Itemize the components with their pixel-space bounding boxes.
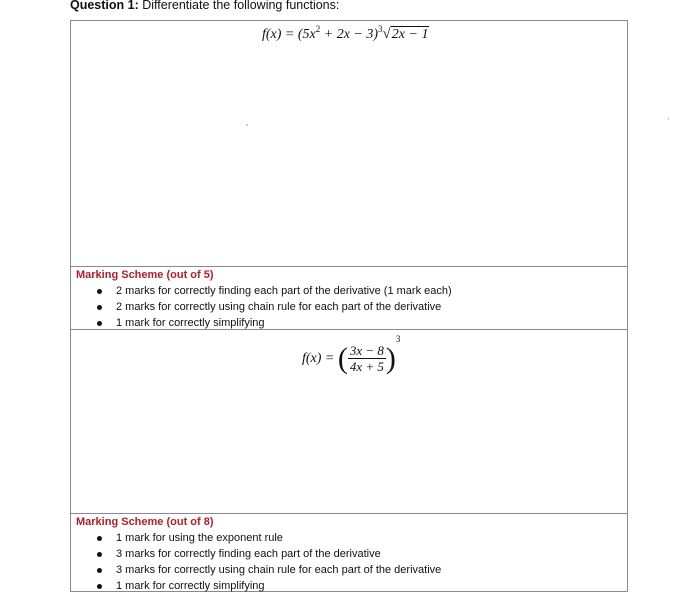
close-paren: ) [385,341,396,375]
open-paren: ( [337,341,348,375]
marking-scheme-2 [76,514,441,594]
function-1-square: 2 [315,24,321,34]
marking-scheme-2-title: Marking Scheme (out of 8) [76,516,214,528]
function-1-cube: 3 [378,24,383,34]
function-2-exponent: 3 [395,334,401,344]
list-item: 1 mark for correctly simplifying [76,578,441,594]
list-item: 3 marks for correctly using chain rule for each part of the derivative [76,562,441,578]
function-1-sqrt [383,26,430,43]
list-item: 1 mark for using the exponent rule [76,530,441,546]
list-item: 2 marks for correctly finding each part of the derivative (1 mark each) [76,283,452,299]
radical-sign: √ [382,26,391,42]
marking-scheme-2-list [76,530,441,594]
function-1 [262,24,429,43]
stray-mark-right [668,117,669,120]
list-item: 3 marks for correctly finding each part of the derivative [76,546,441,562]
function-1-name: f [262,27,266,42]
list-item: 2 marks for correctly using chain rule for each part of the derivative [76,299,452,315]
question-header [70,0,339,12]
function-2-denominator: 4x + 5 [349,359,384,375]
function-1-radicand: 2x − 1 [391,27,429,42]
marking-scheme-1-list [76,283,452,331]
function-1-terms: + 2x − 3) [320,27,379,42]
marking-scheme-1-title: Marking Scheme (out of 5) [76,269,214,281]
function-2-numerator: 3x − 8 [349,343,384,359]
marking-scheme-1 [76,267,452,331]
question-label: Question 1: [70,0,139,12]
function-1-base: (x) = (5x [265,27,316,42]
stray-mark [246,124,248,126]
function-2-fraction [348,343,386,374]
function-2 [302,334,400,374]
function-2-name: f(x) = [302,350,335,366]
list-item: 1 mark for correctly simplifying [76,315,452,331]
question-text: Differentiate the following functions: [138,0,340,12]
